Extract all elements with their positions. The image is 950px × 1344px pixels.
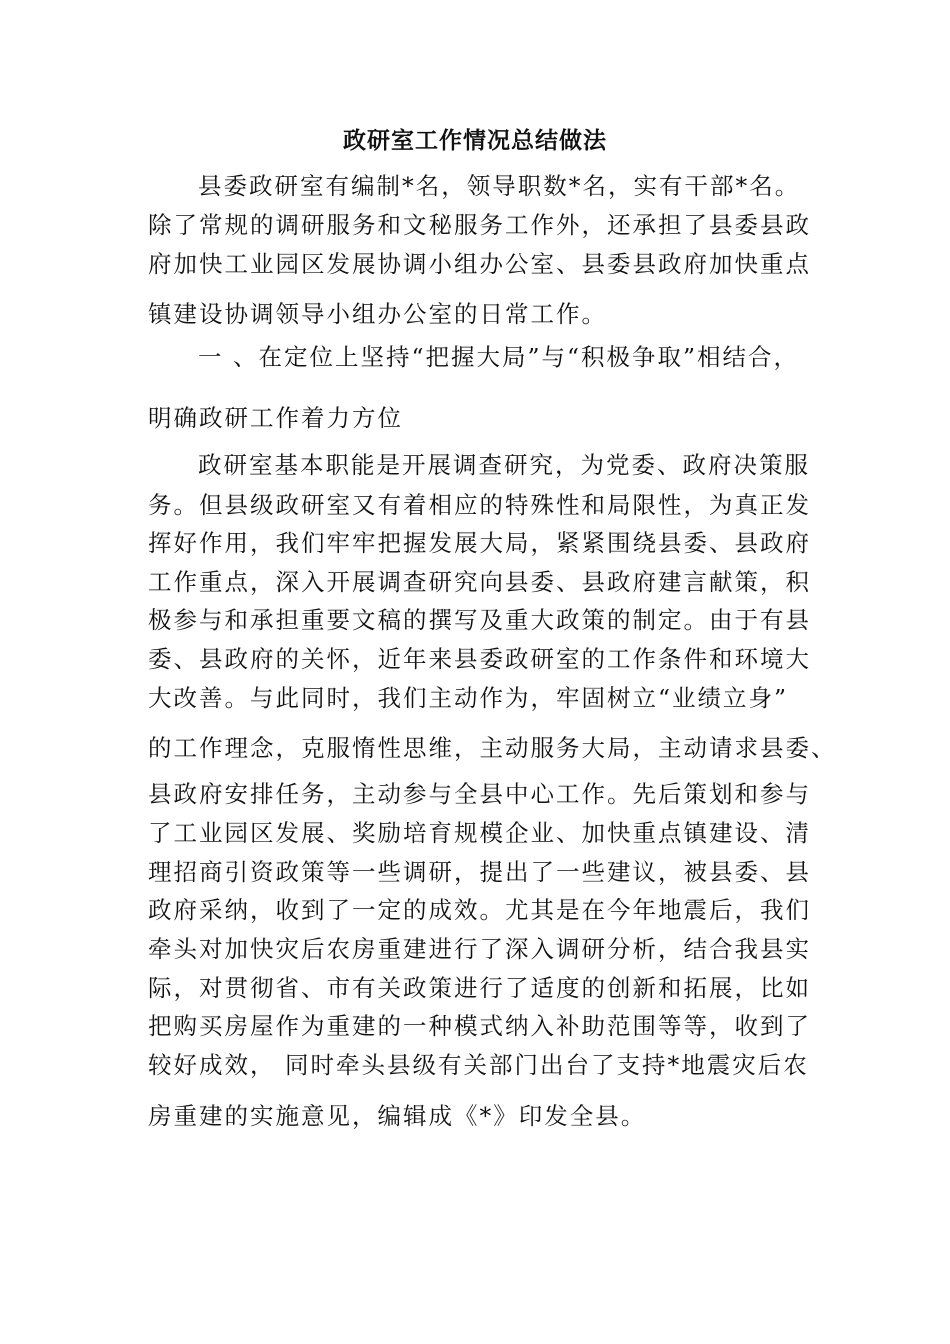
paragraph-line: 把购买房屋作为重建的一种模式纳入补助范围等等，收到了	[148, 1012, 811, 1040]
paragraph-line: 挥好作用，我们牢牢把握发展大局，紧紧围绕县委、县政府	[148, 529, 811, 557]
paragraph-line: 镇建设协调领导小组办公室的日常工作。	[148, 300, 607, 328]
paragraph-line: 政研室基本职能是开展调查研究，为党委、政府决策服	[198, 451, 810, 479]
paragraph-line: 府加快工业园区发展协调小组办公室、县委县政府加快重点	[148, 250, 811, 278]
paragraph-line: 务。但县级政研室又有着相应的特殊性和局限性，为真正发	[148, 491, 811, 519]
paragraph-line: 委、县政府的关怀，近年来县委政研室的工作条件和环境大	[148, 645, 811, 673]
paragraph-line: 工作重点，深入开展调查研究向县委、县政府建言献策，积	[148, 568, 811, 596]
document-title: 政研室工作情况总结做法	[343, 127, 607, 154]
paragraph-line: 较好成效， 同时牵头县级有关部门出台了支持*地震灾后农	[148, 1051, 809, 1079]
paragraph-line: 除了常规的调研服务和文秘服务工作外，还承担了县委县政	[148, 211, 811, 239]
paragraph-line: 牵头对加快灾后农房重建进行了深入调研分析，结合我县实	[148, 935, 811, 963]
paragraph-line: 县政府安排任务，主动参与全县中心工作。先后策划和参与	[148, 780, 811, 808]
paragraph-line: 房重建的实施意见，编辑成《*》印发全县。	[148, 1102, 647, 1130]
paragraph-line: 理招商引资政策等一些调研，提出了一些建议，被县委、县	[148, 858, 811, 886]
section-heading-line: 一 、在定位上坚持“把握大局”与“积极争取”相结合，	[198, 343, 800, 371]
paragraph-line: 县委政研室有编制*名，领导职数*名，实有干部*名。	[198, 172, 801, 200]
paragraph-line: 政府采纳，收到了一定的成效。尤其是在今年地震后，我们	[148, 896, 811, 924]
paragraph-line: 了工业园区发展、奖励培育规模企业、加快重点镇建设、清	[148, 819, 811, 847]
paragraph-line: 的工作理念，克服惰性思维，主动服务大局，主动请求县委、	[148, 734, 837, 762]
paragraph-line: 大改善。与此同时，我们主动作为，牢固树立“业绩立身”	[148, 684, 789, 712]
paragraph-line: 际，对贯彻省、市有关政策进行了适度的创新和拓展，比如	[148, 974, 811, 1002]
paragraph-line: 极参与和承担重要文稿的撰写及重大政策的制定。由于有县	[148, 606, 811, 634]
section-heading-line: 明确政研工作着力方位	[148, 404, 403, 432]
